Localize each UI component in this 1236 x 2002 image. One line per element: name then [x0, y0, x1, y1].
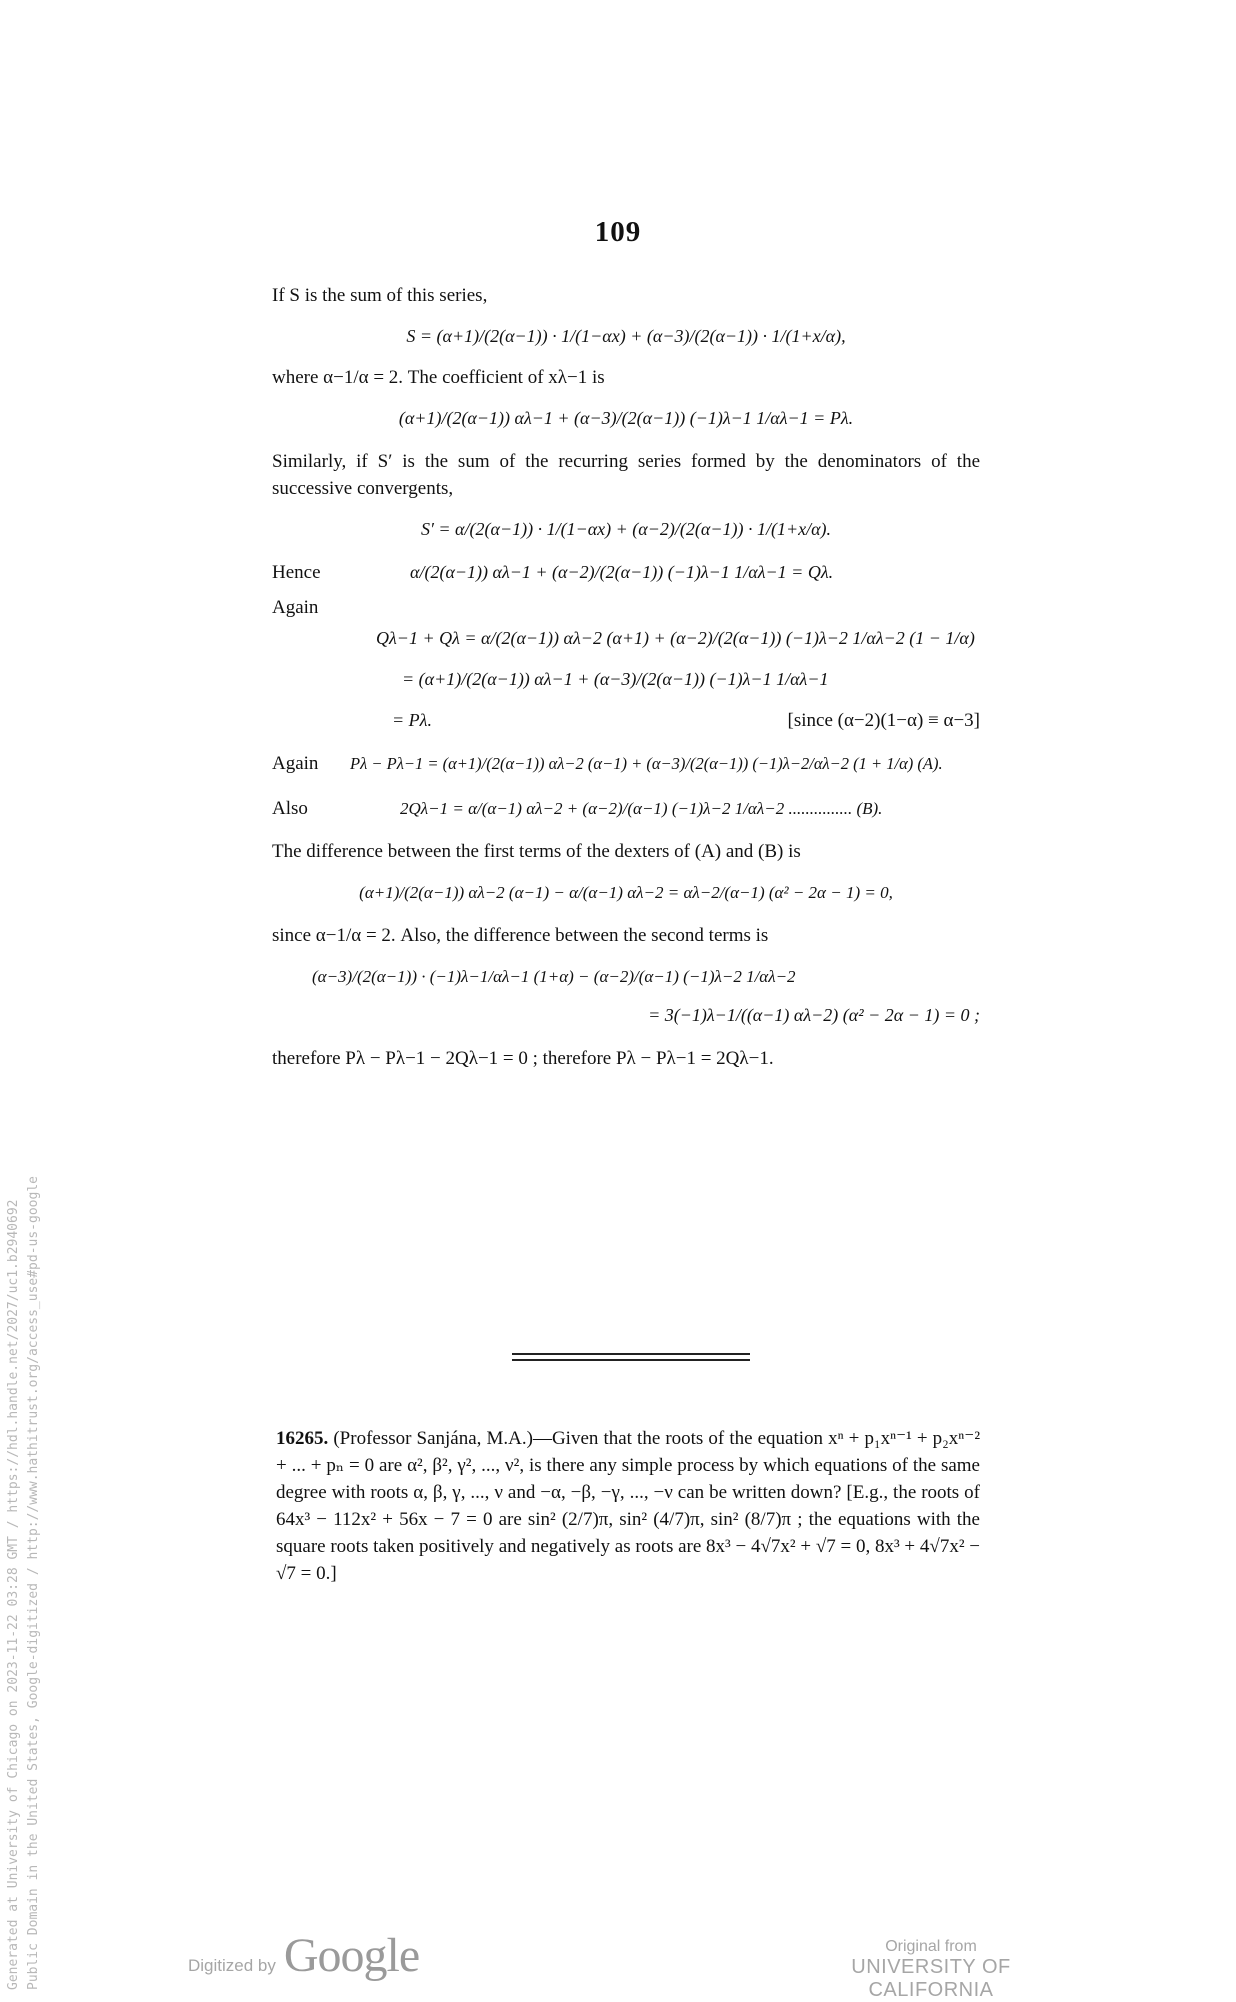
digitized-by-label: Digitized by — [188, 1956, 276, 1975]
equation: (α+1)/(2(α−1)) αλ−1 + (α−3)/(2(α−1)) (−1)λ−1 1/αλ−1 = Pλ. — [398, 408, 854, 428]
equation: (α+1)/(2(α−1)) αλ−2 (α−1) − α/(α−1) αλ−2 = αλ−2/(α−1) (α² − 2α − 1) = 0, — [359, 883, 893, 902]
equation: S′ = α/(2(α−1)) · 1/(1−αx) + (α−2)/(2(α−1)) · 1/(1+x/α). — [420, 519, 832, 539]
equation: = Pλ. — [392, 710, 432, 730]
problem-16265 — [276, 1425, 980, 1587]
equation: = (α+1)/(2(α−1)) αλ−1 + (α−3)/(2(α−1)) (−1)λ−1 1/αλ−1 — [402, 669, 829, 689]
page-body — [272, 282, 980, 1072]
bracket-note: [since (α−2)(1−α) ≡ α−3] — [787, 710, 980, 731]
hathitrust-watermark — [4, 990, 44, 1990]
text-line: therefore Pλ − Pλ−1 − 2Qλ−1 = 0 ; therefore Pλ − Pλ−1 = 2Qλ−1. — [272, 1048, 774, 1069]
text-line: If S is the sum of this series, — [272, 285, 488, 306]
equation: 2Qλ−1 = α/(α−1) αλ−2 + (α−2)/(α−1) (−1)λ−2 1/αλ−2 ............... (B). — [400, 799, 883, 818]
text-paragraph: Similarly, if S′ is the sum of the recurring series formed by the denominators of the successive convergents, — [272, 451, 980, 499]
text-line: since α−1/α = 2. Also, the difference between the second terms is — [272, 925, 769, 946]
problem-author: (Professor Sanjána, M.A.) — [333, 1428, 533, 1449]
labeled-equation — [272, 750, 980, 777]
text-line: The difference between the first terms of the dexters of (A) and (B) is — [272, 841, 801, 862]
equation: α/(2(α−1)) αλ−1 + (α−2)/(2(α−1)) (−1)λ−1 1/αλ−1 = Qλ. — [410, 562, 834, 582]
equation-with-note — [272, 707, 980, 734]
page-number: 109 — [594, 216, 642, 248]
watermark-line: Public Domain in the United States, Google-digitized / http://www.hathitrust.org/access_use#pd-us-google — [26, 1176, 41, 1990]
watermark-line: Generated at University of Chicago on 2023-11-22 03:28 GMT / https://hdl.handle.net/2027/uc1.b2940692 — [6, 1199, 21, 1990]
equation: Pλ − Pλ−1 = (α+1)/(2(α−1)) αλ−2 (α−1) + (α−3)/(2(α−1)) (−1)λ−2/αλ−2 (1 + 1/α) (A). — [350, 754, 943, 773]
problem-number: 16265. — [276, 1428, 329, 1449]
equation: = 3(−1)λ−1/((α−1) αλ−2) (α² − 2α − 1) = 0 ; — [648, 1005, 980, 1025]
equation: Qλ−1 + Qλ = α/(2(α−1)) αλ−2 (α+1) + (α−2)/(2(α−1)) (−1)λ−2 1/αλ−2 (1 − 1/α) — [376, 628, 975, 648]
original-from-label: Original from — [885, 1938, 977, 1955]
original-source — [786, 1938, 1076, 2002]
labeled-equation — [272, 795, 980, 822]
institution-name: UNIVERSITY OF CALIFORNIA — [851, 1956, 1011, 2001]
equation-label: Hence — [272, 562, 321, 583]
problem-text: —Given that the roots of the equation xⁿ + p₁xⁿ⁻¹ + p₂xⁿ⁻² + ... + pₙ = 0 are α², β², γ², ..., ν², is there any simple process by which equations of the same degree with roots α, β, γ, ..., ν and −α, −β, −γ, ..., −ν can be written down? [E.g., the roots of 64x³ − 112x² + 56x − 7 = 0 are sin² (2/7)π, sin² (4/7)π, sin² (8/7)π ; the equations with the square roots taken positively and negatively as roots are 8x³ − 4√7x² + √7 = 0, 8x³ + 4√7x² − √7 = 0.] — [276, 1428, 981, 1584]
divider-line — [512, 1353, 750, 1355]
labeled-equation — [272, 559, 980, 586]
divider-line — [512, 1359, 750, 1361]
text-line: where α−1/α = 2. The coefficient of xλ−1 is — [272, 367, 605, 388]
digitized-by-google — [188, 1928, 419, 1983]
google-logo: Google — [283, 1929, 420, 1982]
section-divider — [512, 1353, 750, 1365]
equation-label: Also — [272, 798, 308, 819]
equation-label: Again — [272, 753, 319, 774]
equation: S = (α+1)/(2(α−1)) · 1/(1−αx) + (α−3)/(2(α−1)) · 1/(1+x/α), — [406, 326, 846, 346]
equation: (α−3)/(2(α−1)) · (−1)λ−1/αλ−1 (1+α) − (α−2)/(α−1) (−1)λ−2 1/αλ−2 — [312, 967, 796, 986]
text-line: Again — [272, 597, 319, 618]
